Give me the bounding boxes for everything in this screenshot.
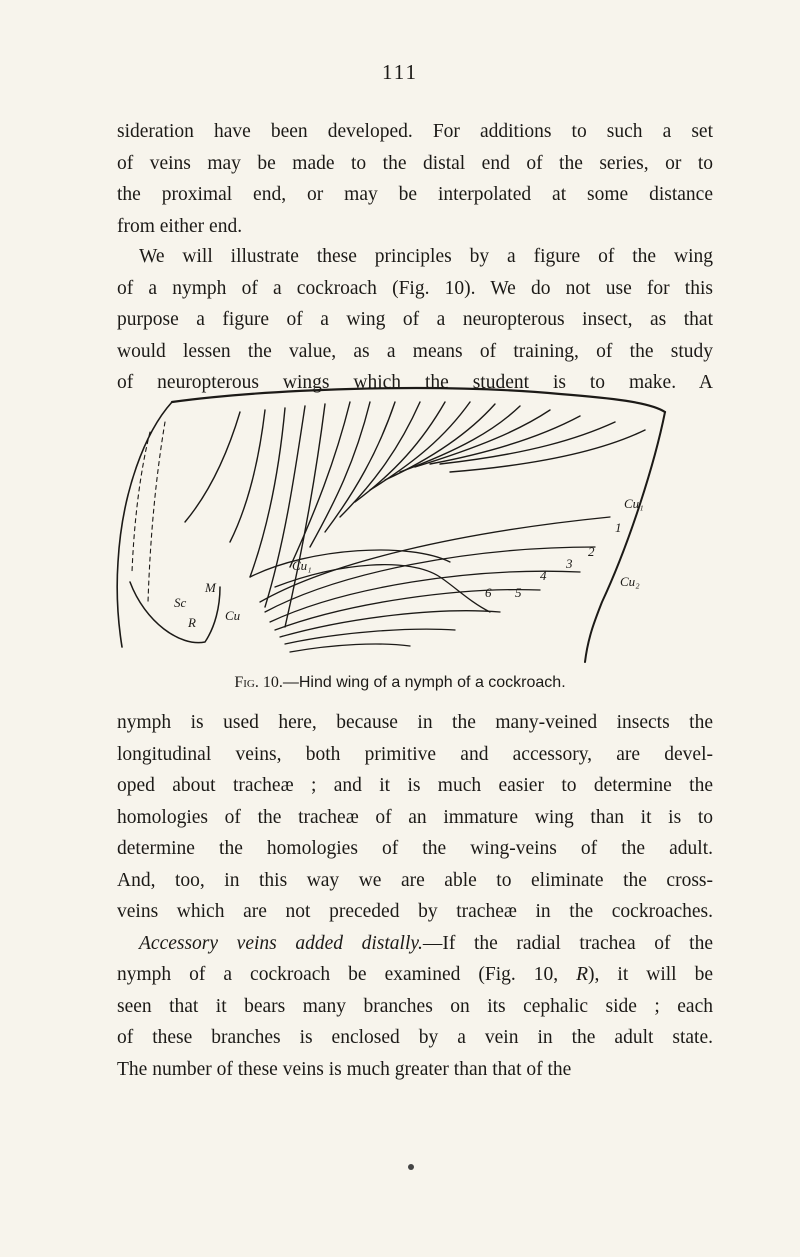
label-r: R bbox=[188, 615, 196, 630]
label-cu1-lower: Cu₁ bbox=[292, 558, 312, 573]
italic-heading: Accessory veins added distally. bbox=[139, 932, 423, 954]
label-cu: Cu bbox=[225, 608, 241, 623]
paragraph-3 bbox=[117, 707, 713, 1085]
text-line bbox=[117, 928, 713, 960]
page-mark bbox=[408, 1164, 414, 1170]
label-3: 3 bbox=[566, 556, 573, 571]
line-part: ), it will be bbox=[588, 964, 713, 985]
text-line: purpose a figure of a wing of a neuropterous insect, as that bbox=[117, 309, 713, 330]
label-cu1-top: Cu₁ bbox=[624, 496, 644, 511]
text-line: determine the homologies of the wing-veins of the adult. bbox=[117, 838, 713, 859]
radial-branches bbox=[185, 402, 645, 627]
caption-prefix: Fig. 10. bbox=[234, 674, 283, 691]
text-line: We will illustrate these principles by a figure of the wing bbox=[139, 246, 713, 267]
text-line: seen that it bears many branches on its cephalic side ; each bbox=[117, 995, 713, 1017]
text-line: of these branches is enclosed by a vein in the adult state. bbox=[117, 1027, 713, 1048]
text-line: And, too, in this way we are able to eliminate the cross- bbox=[117, 869, 713, 891]
label-2: 2 bbox=[588, 544, 595, 559]
line-part: nymph of a cockroach be examined (Fig. 10, bbox=[117, 964, 577, 985]
heading-continuation: —If the radial trachea of the bbox=[422, 932, 713, 954]
paragraph-1 bbox=[117, 116, 713, 242]
text-line: of neuropterous wings which the student is to make. A bbox=[117, 372, 713, 393]
page-number: 111 bbox=[382, 60, 418, 84]
anal-veins bbox=[132, 422, 165, 602]
text-line: the proximal end, or may be interpolated at some distance bbox=[117, 184, 713, 205]
text-line: of a nymph of a cockroach (Fig. 10). We do not use for this bbox=[117, 277, 713, 299]
italic-r: R bbox=[576, 964, 589, 985]
text-line: veins which are not preceded by tracheæ in the cockroaches. bbox=[117, 901, 713, 922]
label-m: M bbox=[205, 580, 216, 595]
figure-caption bbox=[0, 674, 800, 692]
text-line: oped about tracheæ ; and it is much easier to determine the bbox=[117, 775, 713, 796]
text-line: The number of these veins is much greater than that of the bbox=[117, 1058, 572, 1080]
text-line: sideration have been developed. For additions to such a set bbox=[117, 121, 713, 142]
label-cu2: Cu₂ bbox=[620, 574, 640, 589]
wing-outer-margin bbox=[585, 412, 665, 662]
text-line bbox=[117, 959, 713, 991]
wing-figure bbox=[110, 372, 670, 667]
label-sc: Sc bbox=[174, 595, 187, 610]
label-6: 6 bbox=[485, 585, 492, 600]
text-line: nymph is used here, because in the many-veined insects the bbox=[117, 712, 713, 733]
label-1: 1 bbox=[615, 520, 622, 535]
text-line: would lessen the value, as a means of training, of the study bbox=[117, 340, 713, 362]
caption-text: —Hind wing of a nymph of a cockroach. bbox=[282, 674, 566, 691]
label-5: 5 bbox=[515, 585, 522, 600]
wing-costal-margin bbox=[172, 388, 665, 412]
text-line: of veins may be made to the distal end of the series, or to bbox=[117, 152, 713, 174]
label-4: 4 bbox=[540, 568, 547, 583]
text-line: longitudinal veins, both primitive and accessory, are devel- bbox=[117, 743, 713, 765]
text-line: from either end. bbox=[117, 215, 243, 237]
text-line: homologies of the tracheæ of an immature wing than it is to bbox=[117, 806, 713, 828]
